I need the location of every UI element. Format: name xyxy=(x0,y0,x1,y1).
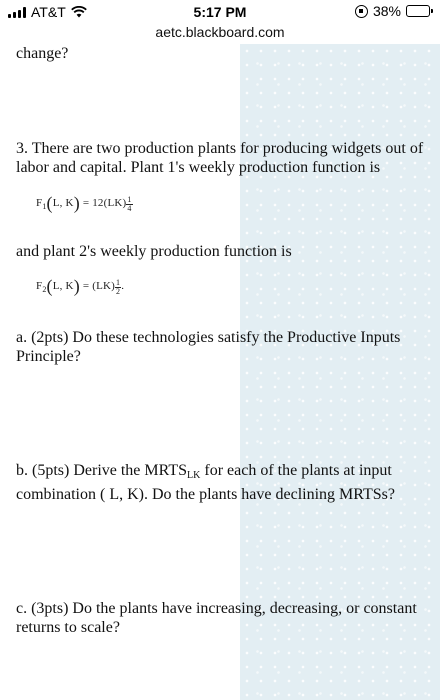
formula2-sub: 2 xyxy=(42,285,47,295)
formula1-open: ( xyxy=(46,193,53,213)
formula1-close: ) xyxy=(73,193,80,213)
formula2-exp-num: 1 xyxy=(116,278,121,287)
formula2-exp-den: 2 xyxy=(116,287,121,296)
status-bar xyxy=(0,0,440,22)
question-3b-subscript: LK xyxy=(187,470,201,481)
formula2-open: ( xyxy=(46,276,53,296)
url-bar[interactable] xyxy=(0,24,440,44)
orientation-lock-icon xyxy=(355,5,368,18)
formula2-rhs: = (LK) xyxy=(82,280,116,292)
carrier-label: AT&T xyxy=(31,4,66,20)
battery-percent: 38% xyxy=(372,3,401,19)
status-right xyxy=(355,3,430,19)
document-text xyxy=(0,44,440,700)
question-3b xyxy=(16,461,434,504)
battery-icon xyxy=(406,5,430,17)
question-3c: c. (3pts) Do the plants have increasing, decreasing, or constant returns to scale? xyxy=(16,600,417,636)
formula1-rhs: = 12(LK) xyxy=(82,197,127,209)
question-3b-part2: for each of the plants at input combination ( L, K). Do the plants have declining MRTSs? xyxy=(16,462,395,503)
formula1-sub: 1 xyxy=(42,202,47,212)
formula2-f: F xyxy=(36,280,43,292)
formula1-exp-num: 1 xyxy=(127,195,132,204)
formula-plant-2 xyxy=(36,277,124,299)
question-3-intro: 3. There are two production plants for producing widgets out of labor and capital. Plant 1's weekly production function is xyxy=(16,140,424,176)
formula1-f: F xyxy=(36,197,43,209)
previous-question-fragment: change? xyxy=(16,45,69,62)
formula-plant-1 xyxy=(36,194,133,216)
url-text: aetc.blackboard.com xyxy=(155,24,285,40)
plant-2-text: and plant 2's weekly production function is xyxy=(16,243,292,260)
question-3a: a. (2pts) Do these technologies satisfy the Productive Inputs Principle? xyxy=(16,329,401,365)
formula1-args: L, K xyxy=(52,197,74,209)
clock: 5:17 PM xyxy=(193,4,247,20)
formula2-trail: . xyxy=(121,280,125,292)
formula1-exponent xyxy=(126,196,132,213)
document-view[interactable] xyxy=(0,44,440,700)
formula2-close: ) xyxy=(73,276,80,296)
question-3b-part1: b. (5pts) Derive the MRTS xyxy=(16,462,188,479)
formula2-args: L, K xyxy=(52,280,74,292)
formula1-exp-den: 4 xyxy=(127,204,132,213)
